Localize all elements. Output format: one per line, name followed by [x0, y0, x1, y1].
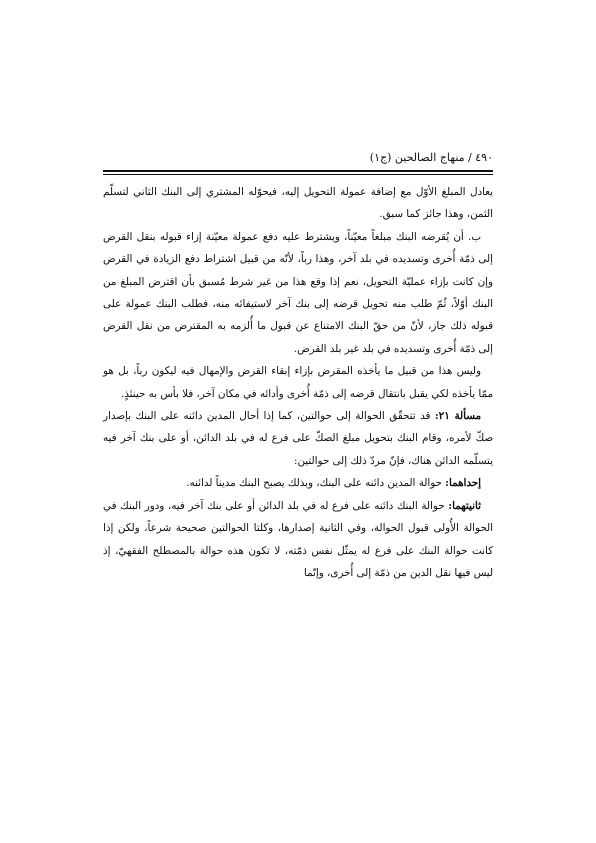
paragraph-text: قد تتحقّق الحوالة إلى حوالتين، كما إذا أحال المدين دائنه على البنك بإصدار صكّ لأمره، وقام البنك بتحويل مبلغ الصكّ على فرع له في بلد الدائن، أو على بنك آخر فيه يتسلّمه الدائن هناك، فإنّ مردّ ذلك إلى حوالتين: [103, 410, 493, 467]
second-item-label: ثانيتهما: [448, 499, 481, 512]
paragraph-text: يعادل المبلغ الأوّل مع إضافة عمولة التحويل إليه، فيحوّله المشتري إلى البنك الثاني لتسلّم الثمن، وهذا جائز كما سبق. [103, 186, 493, 221]
book-page [103, 150, 493, 584]
paragraph-text: ب. أن يُقرضه البنك مبلغاً معيّناً، ويشترط عليه دفع عمولة معيّنة إزاء قبوله بنقل القرض إلى ذمّة أُخرى وتسديده في بلد آخر، وهذا رباً، لأنّه من قبيل اشتراط دفع الزيادة في القرض وإن كانت بإزاء عمليّة التحويل، نعم إذا وقع هذا من غير شرط مُسبق بأن اقترض المبلغ من البنك أوّلاً، ثُمّ طلب منه تحويل قرضه إلى بنك آخر لاستيفائه منه، فطلب البنك عمولة على قبوله ذلك جاز، لأنّ من حقّ البنك الامتناع عن قبول ما أُلزمه به المقترض من نقل القرض إلى ذمّة أُخرى وتسديده في بلد غير بلد القرض. [103, 230, 493, 355]
paragraph [103, 495, 493, 585]
paragraph [103, 226, 493, 360]
paragraph [103, 405, 493, 472]
paragraph [103, 181, 493, 226]
paragraph [103, 360, 493, 405]
paragraph-text: وليس هذا من قبيل ما يأخذه المقرض بإزاء إبقاء القرض والإمهال فيه ليكون رباً، بل هو ممّا يأخذه لكي يقبل بانتقال قرضه إلى ذمّة أُخرى وأدائه في مكان آخر، فلا بأس به حينئذٍ. [103, 365, 493, 400]
paragraph [103, 472, 493, 494]
running-header [103, 150, 493, 172]
issue-number-label: مسألة ٢١: [434, 410, 481, 423]
running-header-text: ٤٩٠ / منهاج الصالحين (ج١) [369, 151, 493, 164]
first-item-label: إحداهما: [445, 477, 481, 490]
page-body [103, 181, 493, 584]
paragraph-text: حوالة المدين دائنه على البنك، وبذلك يصبح البنك مديناً لدائنه. [186, 477, 446, 490]
header-divider [103, 174, 493, 175]
paragraph-text: حوالة البنك دائنه على فرع له في بلد الدائن أو على بنك آخر فيه، ودور البنك في الحوالة الأُولى قبول الحوالة، وفي الثانية إصدارها، وكلتا الحوالتين صحيحة شرعاً، ولكن إذا كانت حوالة البنك على فرع له يمثّل نفس ذمّته، لا تكون هذه حوالة بالمصطلح الفقهيّ، إذ ليس فيها نقل الدين من ذمّة إلى أُخرى، وإنّما [103, 499, 493, 579]
